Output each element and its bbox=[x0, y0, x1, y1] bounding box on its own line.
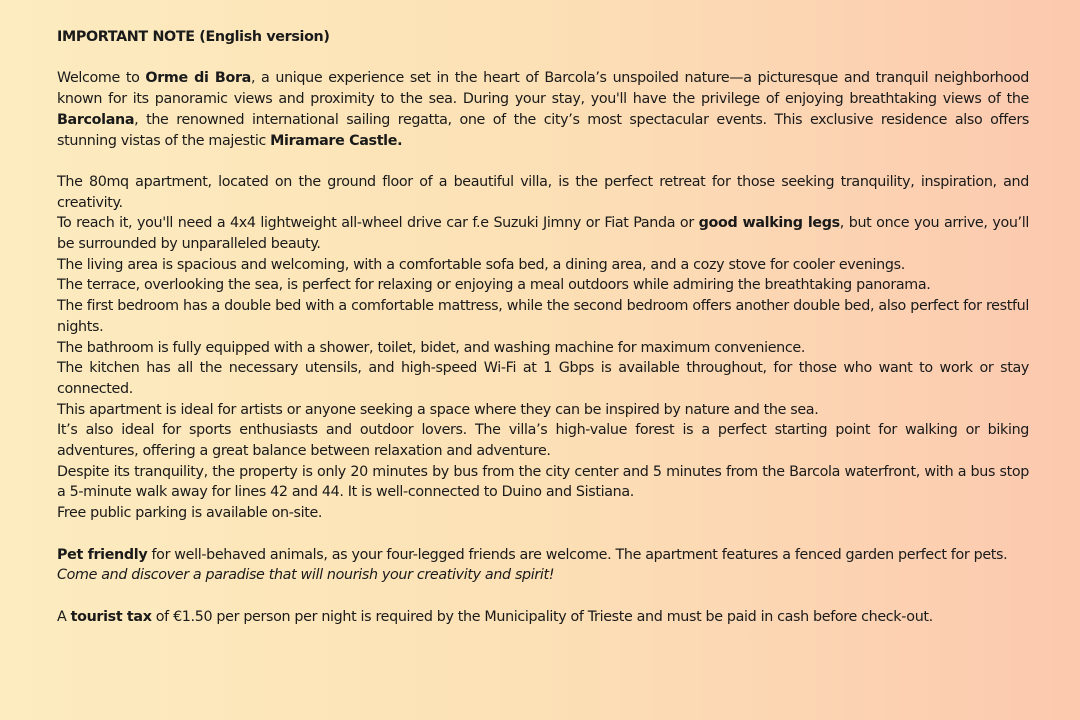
detail-terrace: The terrace, overlooking the sea, is perfect for relaxing or enjoying a meal outdoors while admiring the breathtaking panorama. bbox=[57, 277, 931, 294]
document-page bbox=[57, 27, 1029, 627]
tourist-tax-paragraph bbox=[57, 607, 1029, 628]
intro-text-3: , the renowned international sailing regatta, one of the city’s most spectacular events. This exclusive residence also offers stunning vistas of the majestic bbox=[57, 111, 1029, 149]
intro-text-1: Welcome to bbox=[57, 70, 146, 87]
detail-access-text-1: To reach it, you'll need a 4x4 lightweight all-wheel drive car f.e Suzuki Jimny or Fiat Panda or bbox=[57, 215, 699, 232]
detail-bathroom: The bathroom is fully equipped with a shower, toilet, bidet, and washing machine for maximum convenience. bbox=[57, 339, 806, 356]
page-title: IMPORTANT NOTE (English version) bbox=[57, 29, 330, 45]
intro-paragraph bbox=[57, 68, 1029, 151]
detail-access-text-2: , but once you arrive, you’ll be surrounded by unparalleled beauty. bbox=[57, 215, 1029, 252]
detail-apartment: The 80mq apartment, located on the ground floor of a beautiful villa, is the perfect retreat for those seeking tranquility, inspiration, and creativity. bbox=[57, 173, 1029, 211]
pets-paragraph bbox=[57, 545, 1029, 566]
detail-bedrooms: The first bedroom has a double bed with a comfortable mattress, while the second bedroom offers another double bed, also perfect for restful nights. bbox=[57, 298, 1029, 335]
pets-block bbox=[57, 545, 1029, 586]
tax-text-2: of €1.50 per person per night is required by the Municipality of Trieste and must be paid in cash before check-out. bbox=[151, 608, 933, 625]
detail-artists: This apartment is ideal for artists or anyone seeking a space where they can be inspired by nature and the sea. bbox=[57, 401, 819, 418]
pets-text: for well-behaved animals, as your four-legged friends are welcome. The apartment features a fenced garden perfect for pets. bbox=[147, 546, 1008, 563]
detail-parking: Free public parking is available on-site. bbox=[57, 505, 323, 522]
intro-text-2: , a unique experience set in the heart of Barcola’s unspoiled nature—a picturesque and tranquil neighborhood known for its panoramic views and proximity to the sea. During your stay, you'll have the privilege of enjoying breathtaking views of the bbox=[57, 70, 1029, 108]
tax-bold: tourist tax bbox=[70, 608, 152, 625]
pets-italic: Come and discover a paradise that will nourish your creativity and spirit! bbox=[57, 567, 555, 584]
detail-kitchen: The kitchen has all the necessary utensils, and high-speed Wi-Fi at 1 Gbps is available throughout, for those who want to work or stay connected. bbox=[57, 360, 1029, 397]
detail-access bbox=[57, 213, 1029, 254]
intro-bold-barcolana: Barcolana bbox=[57, 111, 135, 128]
tax-text-1: A bbox=[57, 608, 71, 625]
detail-sports: It’s also ideal for sports enthusiasts and outdoor lovers. The villa’s high-value forest is a perfect starting point for walking or biking adventures, offering a great balance between relaxation and adventure. bbox=[57, 422, 1029, 460]
intro-bold-miramare: Miramare Castle. bbox=[270, 132, 403, 149]
pets-bold: Pet friendly bbox=[57, 546, 148, 563]
details-block bbox=[57, 172, 1029, 524]
pets-italic-line bbox=[57, 565, 1029, 586]
detail-access-bold: good walking legs bbox=[698, 215, 840, 232]
intro-bold-orme-di-bora: Orme di Bora bbox=[145, 70, 251, 87]
detail-location: Despite its tranquility, the property is only 20 minutes by bus from the city center and 5 minutes from the Barcola waterfront, with a bus stop a 5-minute walk away for lines 42 and 44. It is well-connected to Duino and Sistiana. bbox=[57, 463, 1029, 501]
detail-living-area: The living area is spacious and welcoming, with a comfortable sofa bed, a dining area, and a cozy stove for cooler evenings. bbox=[57, 256, 905, 273]
